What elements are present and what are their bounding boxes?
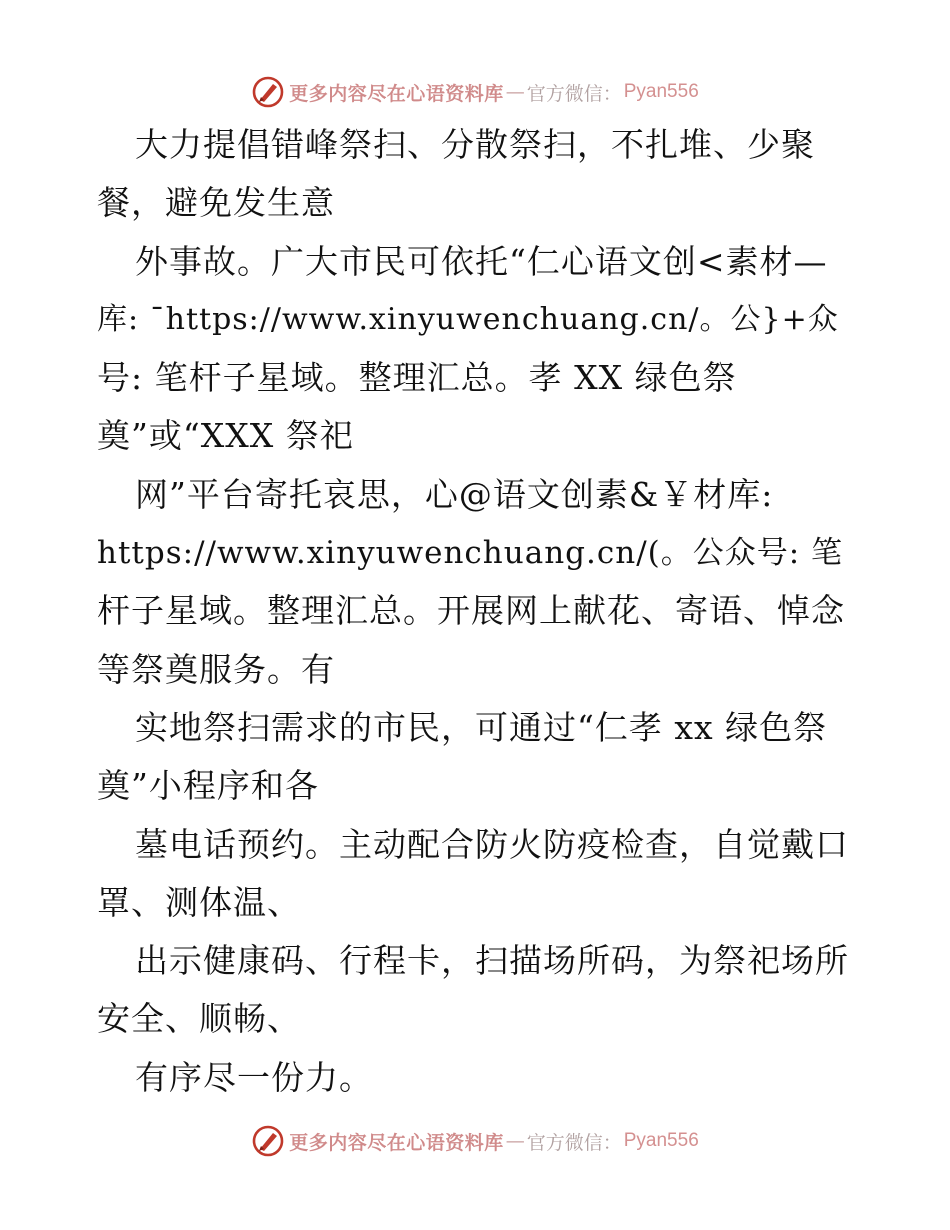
body-line: 网”平台寄托哀思，心@语文创素&￥材库: <box>135 474 774 514</box>
footer-banner-title: 更多内容尽在心语资料库 <box>289 1131 504 1154</box>
body-line: 号: 笔杆子星域。整理汇总。孝 XX 绿色祭 <box>97 358 737 398</box>
document-body <box>97 116 857 1107</box>
body-line: 外事故。广大市民可依托“仁心语文创<素材— <box>135 241 828 281</box>
body-line: 奠”小程序和各 <box>97 766 319 806</box>
body-line: 餐，避免发生意 <box>97 183 335 223</box>
body-line: 安全、顺畅、 <box>97 999 301 1039</box>
header-banner <box>0 72 950 112</box>
body-line: 墓电话预约。主动配合防火防疫检查，自觉戴口 <box>135 824 849 864</box>
body-line: 库: ¯https://www.xinyuwenchuang.cn/。公}+众 <box>97 301 839 337</box>
pen-logo-icon <box>251 75 285 109</box>
body-line: 出示健康码、行程卡，扫描场所码，为祭祀场所 <box>135 941 849 981</box>
body-line: 有序尽一份力。 <box>135 1057 373 1097</box>
header-banner-title: 更多内容尽在心语资料库 <box>289 82 504 105</box>
body-line: 实地祭扫需求的市民，可通过“仁孝 xx 绿色祭 <box>135 707 828 747</box>
body-line: 大力提倡错峰祭扫、分散祭扫，不扎堆、少聚 <box>135 125 815 164</box>
header-banner-wechat-label: 官方微信： <box>526 82 622 105</box>
footer-banner-dash: — <box>505 1130 525 1152</box>
footer-banner-wechat-label: 官方微信： <box>526 1131 622 1154</box>
pen-logo-icon <box>251 1124 285 1158</box>
footer-banner-wechat-id: Pyan556 <box>623 1130 699 1151</box>
body-line: https://www.xinyuwenchuang.cn/(。公众号: 笔 <box>97 535 844 572</box>
body-line: 罩、测体温、 <box>97 882 301 922</box>
header-banner-dash: — <box>505 81 525 103</box>
footer-banner <box>0 1121 950 1161</box>
body-line: 奠”或“XXX 祭祀 <box>97 416 354 456</box>
body-line: 等祭奠服务。有 <box>97 649 335 689</box>
header-banner-wechat-id: Pyan556 <box>623 81 699 102</box>
body-line: 杆子星域。整理汇总。开展网上献花、寄语、悼念 <box>97 591 845 631</box>
